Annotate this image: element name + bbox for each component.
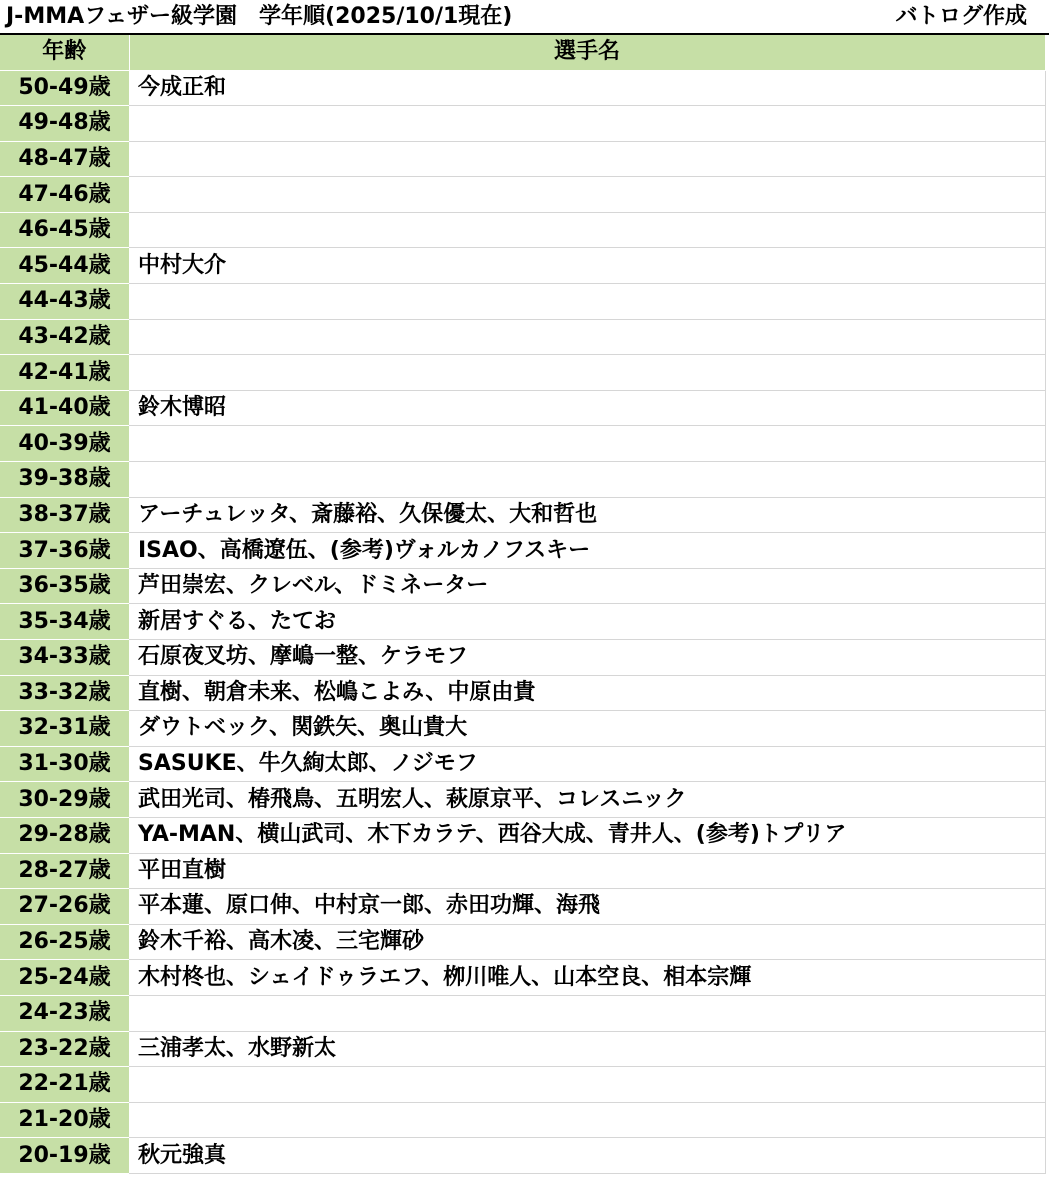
table-row (0, 853, 1045, 889)
table-row (0, 1138, 1045, 1174)
age-range-cell: 20-19歳 (0, 1138, 129, 1174)
table-row (0, 177, 1045, 213)
age-range-cell: 25-24歳 (0, 960, 129, 996)
age-range-cell: 46-45歳 (0, 212, 129, 248)
age-range-cell: 28-27歳 (0, 853, 129, 889)
player-names-cell: SASUKE、牛久絢太郎、ノジモフ (129, 746, 1045, 782)
age-range-cell: 48-47歳 (0, 141, 129, 177)
table-row (0, 960, 1045, 996)
player-names-cell (129, 1067, 1045, 1103)
table-row (0, 355, 1045, 391)
player-names-cell (129, 141, 1045, 177)
player-names-cell (129, 177, 1045, 213)
player-names-cell: 今成正和 (129, 70, 1045, 106)
age-range-cell: 50-49歳 (0, 70, 129, 106)
table-row (0, 284, 1045, 320)
age-range-cell: 21-20歳 (0, 1102, 129, 1138)
age-range-cell: 27-26歳 (0, 889, 129, 925)
age-range-cell: 24-23歳 (0, 995, 129, 1031)
table-row (0, 319, 1045, 355)
table-row (0, 533, 1045, 569)
player-names-cell: 木村柊也、シェイドゥラエフ、栁川唯人、山本空良、相本宗輝 (129, 960, 1045, 996)
table-row (0, 924, 1045, 960)
age-range-cell: 39-38歳 (0, 462, 129, 498)
age-range-cell: 41-40歳 (0, 390, 129, 426)
player-names-cell: 鈴木千裕、高木凌、三宅輝砂 (129, 924, 1045, 960)
age-range-cell: 35-34歳 (0, 604, 129, 640)
table-row (0, 817, 1045, 853)
age-range-cell: 42-41歳 (0, 355, 129, 391)
table-row (0, 640, 1045, 676)
table-row (0, 604, 1045, 640)
table-row (0, 675, 1045, 711)
table-row (0, 70, 1045, 106)
player-names-cell: 三浦孝太、水野新太 (129, 1031, 1045, 1067)
table-row (0, 746, 1045, 782)
player-names-cell (129, 212, 1045, 248)
column-header-players: 選手名 (129, 35, 1045, 70)
player-names-cell: 平田直樹 (129, 853, 1045, 889)
age-range-cell: 40-39歳 (0, 426, 129, 462)
table-row (0, 141, 1045, 177)
table-row (0, 711, 1045, 747)
age-range-cell: 36-35歳 (0, 568, 129, 604)
player-names-cell: YA-MAN、横山武司、木下カラテ、西谷大成、青井人、(参考)トプリア (129, 817, 1045, 853)
player-names-cell (129, 106, 1045, 142)
player-names-cell: 芦田崇宏、クレベル、ドミネーター (129, 568, 1045, 604)
player-names-cell: 平本蓮、原口伸、中村京一郎、赤田功輝、海飛 (129, 889, 1045, 925)
player-names-cell (129, 319, 1045, 355)
credit-label: バトログ作成 (895, 4, 1027, 29)
player-names-cell: 直樹、朝倉未来、松嶋こよみ、中原由貴 (129, 675, 1045, 711)
age-range-cell: 26-25歳 (0, 924, 129, 960)
age-range-cell: 29-28歳 (0, 817, 129, 853)
player-names-cell: 秋元強真 (129, 1138, 1045, 1174)
age-range-cell: 49-48歳 (0, 106, 129, 142)
age-range-cell: 31-30歳 (0, 746, 129, 782)
player-names-cell (129, 355, 1045, 391)
player-names-cell: ISAO、高橋遼伍、(参考)ヴォルカノフスキー (129, 533, 1045, 569)
player-names-cell: 武田光司、椿飛鳥、五明宏人、萩原京平、コレスニック (129, 782, 1045, 818)
player-names-cell: 新居すぐる、たてお (129, 604, 1045, 640)
player-names-cell (129, 1102, 1045, 1138)
age-range-cell: 22-21歳 (0, 1067, 129, 1103)
age-range-cell: 43-42歳 (0, 319, 129, 355)
player-names-cell: ダウトベック、関鉄矢、奥山貴大 (129, 711, 1045, 747)
title-bar (0, 0, 1049, 35)
page-title: J-MMAフェザー級学園 学年順(2025/10/1現在) (6, 4, 513, 29)
age-range-cell: 37-36歳 (0, 533, 129, 569)
age-range-cell: 30-29歳 (0, 782, 129, 818)
table-row (0, 782, 1045, 818)
table-row (0, 212, 1045, 248)
player-names-cell (129, 995, 1045, 1031)
table-row (0, 1067, 1045, 1103)
player-names-cell (129, 284, 1045, 320)
age-range-cell: 33-32歳 (0, 675, 129, 711)
age-range-cell: 23-22歳 (0, 1031, 129, 1067)
roster-table (0, 35, 1046, 1174)
table-row (0, 568, 1045, 604)
table-row (0, 995, 1045, 1031)
player-names-cell: 鈴木博昭 (129, 390, 1045, 426)
player-names-cell: アーチュレッタ、斎藤裕、久保優太、大和哲也 (129, 497, 1045, 533)
age-range-cell: 44-43歳 (0, 284, 129, 320)
table-row (0, 1031, 1045, 1067)
age-range-cell: 34-33歳 (0, 640, 129, 676)
table-row (0, 426, 1045, 462)
age-range-cell: 32-31歳 (0, 711, 129, 747)
table-row (0, 462, 1045, 498)
table-row (0, 1102, 1045, 1138)
player-names-cell: 石原夜叉坊、摩嶋一整、ケラモフ (129, 640, 1045, 676)
table-body (0, 70, 1045, 1173)
table-row (0, 889, 1045, 925)
player-names-cell: 中村大介 (129, 248, 1045, 284)
table-row (0, 106, 1045, 142)
table-row (0, 390, 1045, 426)
table-row (0, 497, 1045, 533)
age-range-cell: 38-37歳 (0, 497, 129, 533)
age-range-cell: 47-46歳 (0, 177, 129, 213)
table-row (0, 248, 1045, 284)
player-names-cell (129, 426, 1045, 462)
player-names-cell (129, 462, 1045, 498)
table-header-row (0, 35, 1045, 70)
column-header-age: 年齢 (0, 35, 129, 70)
age-range-cell: 45-44歳 (0, 248, 129, 284)
